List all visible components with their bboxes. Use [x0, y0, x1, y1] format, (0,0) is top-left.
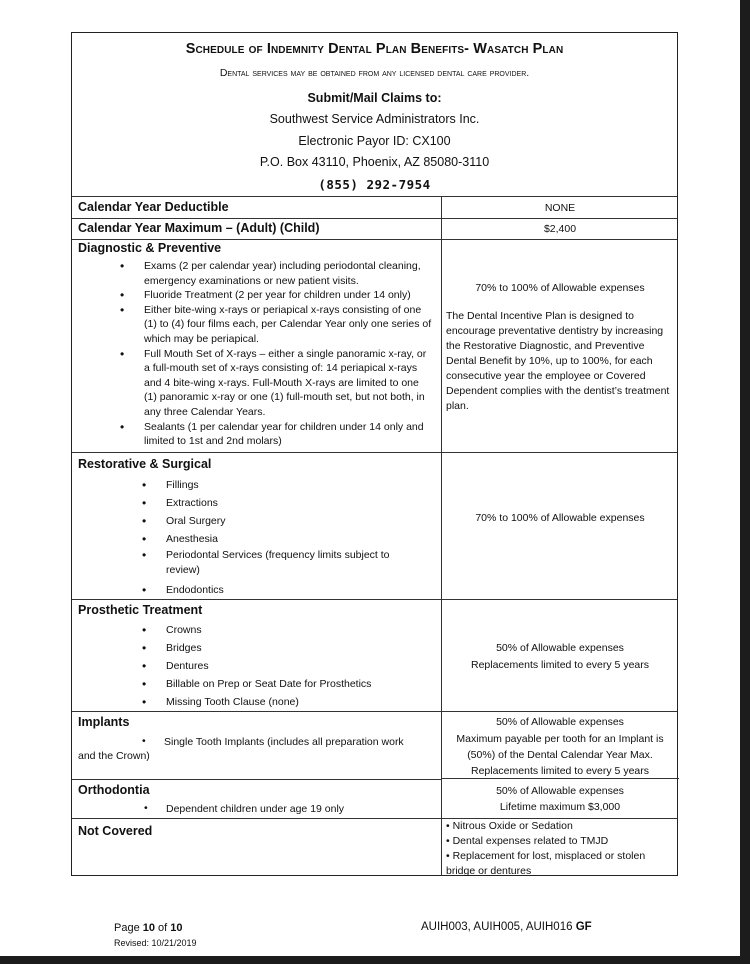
maximum-value: $2,400	[543, 223, 577, 235]
phone-number: (855) 292-7954	[318, 177, 431, 192]
orthodontia-lifetime-max: Lifetime maximum $3,000	[499, 801, 621, 813]
page-of: of	[155, 922, 171, 934]
diagnostic-list	[72, 259, 432, 449]
prosthetic-replacement: Replacements limited to every 5 years	[471, 659, 649, 671]
list-item: • Dentures	[72, 657, 412, 675]
row-divider	[72, 196, 677, 197]
implants-item-text: Single Tooth Implants (includes all preparation work	[164, 736, 404, 748]
prosthetic-label: Prosthetic Treatment	[78, 603, 203, 617]
row-divider	[72, 711, 677, 712]
scan-edge-right	[740, 0, 750, 964]
form-codes-text: AUIH003, AUIH005, AUIH016	[421, 921, 576, 933]
row-divider	[72, 599, 677, 600]
list-item: • Fillings	[72, 476, 412, 494]
maximum-label: Calendar Year Maximum – (Adult) (Child)	[78, 221, 320, 235]
page-current: 10	[142, 922, 155, 934]
list-item: • Periodontal Services (frequency limits subject to review)	[72, 548, 412, 578]
implants-replacement: Replacements limited to every 5 years	[471, 765, 649, 777]
list-item: • Billable on Prep or Seat Date for Prosthetics	[72, 675, 412, 693]
list-item: • Dental expenses related to TMJD	[446, 835, 609, 847]
benefits-table	[71, 32, 678, 876]
list-item: • Sealants (1 per calendar year for children under 14 only and limited to 1st and 2nd molars)	[72, 420, 432, 449]
row-divider	[72, 452, 677, 453]
form-codes	[421, 921, 592, 933]
revised-date: Revised: 10/21/2019	[114, 938, 197, 948]
list-item: • Crowns	[72, 621, 412, 639]
list-item: • Oral Surgery	[72, 512, 412, 530]
form-codes-suffix: GF	[575, 921, 592, 933]
orthodontia-item: Dependent children under age 19 only	[166, 803, 345, 815]
implants-item-cont: and the Crown)	[78, 750, 150, 762]
document-subtitle: Dental services may be obtained from any licensed dental care provider.	[219, 67, 530, 79]
list-item: • Either bite-wing x-rays or periapical x-rays consisting of one (1) to (4) four films each, per Calendar Year only one series of which may be periapical.	[72, 303, 432, 347]
payor-id: Electronic Payor ID: CX100	[298, 134, 451, 148]
document-header	[72, 33, 677, 196]
submit-label: Submit/Mail Claims to:	[307, 91, 442, 105]
row-divider	[72, 218, 677, 219]
list-item: • Replacement for lost, misplaced or stolen bridge or dentures	[446, 850, 646, 877]
company-name: Southwest Service Administrators Inc.	[269, 112, 480, 126]
deductible-label: Calendar Year Deductible	[78, 200, 229, 214]
list-item: • Fluoride Treatment (2 per year for children under 14 only)	[72, 288, 432, 303]
row-divider	[72, 239, 677, 240]
mailing-address: P.O. Box 43110, Phoenix, AZ 85080-3110	[259, 155, 490, 169]
restorative-list	[72, 476, 412, 599]
prosthetic-coverage: 50% of Allowable expenses	[496, 642, 624, 654]
row-divider	[72, 779, 441, 780]
list-item-text: Dental expenses related to TMJD	[452, 835, 609, 847]
implants-item-bullet: •	[142, 735, 146, 747]
diagnostic-label: Diagnostic & Preventive	[78, 241, 222, 255]
list-item-text: Replacement for lost, misplaced or stolen bridge or dentures	[446, 850, 646, 877]
implants-maximum: Maximum payable per tooth for an Implant is (50%) of the Dental Calendar Year Max.	[456, 733, 664, 761]
document-title: Schedule of Indemnity Dental Plan Benefits- Wasatch Plan	[185, 41, 564, 57]
diagnostic-coverage: 70% to 100% of Allowable expenses	[475, 282, 645, 294]
implants-coverage: 50% of Allowable expenses	[496, 716, 624, 728]
not-covered-label: Not Covered	[78, 824, 153, 838]
not-covered-list	[446, 819, 676, 879]
deductible-value: NONE	[544, 202, 576, 214]
restorative-label: Restorative & Surgical	[78, 457, 212, 471]
page-number	[114, 922, 183, 934]
orthodontia-label: Orthodontia	[78, 783, 150, 797]
list-item: • Anesthesia	[72, 530, 412, 548]
incentive-note: The Dental Incentive Plan is designed to encourage preventative dentistry by increasing the Restorative Diagnostic, and Preventive Dental Benefit by 10%, up to 100%, for each consecutive year the employee or Covered Dependent complies with the dentist’s treatment plan.	[446, 310, 670, 412]
list-item: • Nitrous Oxide or Sedation	[446, 820, 573, 832]
page-prefix: Page	[114, 922, 143, 934]
orthodontia-coverage: 50% of Allowable expenses	[496, 785, 624, 797]
list-item: • Full Mouth Set of X-rays – either a single panoramic x-ray, or a full-mouth set of x-rays consisting of: 14 periapical x-rays and 4 bite-wing x-rays. Full-Mouth X-rays are limited to one (1) panoramic x-ray or one (1) full-mouth set, but not both, in any three Calendar Years.	[72, 347, 432, 420]
scan-edge-bottom	[0, 956, 750, 964]
list-item: • Extractions	[72, 494, 412, 512]
implants-label: Implants	[78, 715, 130, 729]
restorative-coverage: 70% to 100% of Allowable expenses	[475, 512, 645, 524]
orthodontia-item-bullet: •	[144, 802, 148, 814]
row-divider-partial	[441, 778, 679, 779]
list-item: • Exams (2 per calendar year) including periodontal cleaning, emergency examinations or new patient visits.	[72, 259, 432, 288]
list-item: • Missing Tooth Clause (none)	[72, 693, 412, 711]
list-item: • Bridges	[72, 639, 412, 657]
list-item: • Endodontics	[72, 581, 412, 599]
prosthetic-list	[72, 621, 412, 711]
page-total: 10	[170, 922, 183, 934]
list-item-text: Nitrous Oxide or Sedation	[452, 820, 573, 832]
